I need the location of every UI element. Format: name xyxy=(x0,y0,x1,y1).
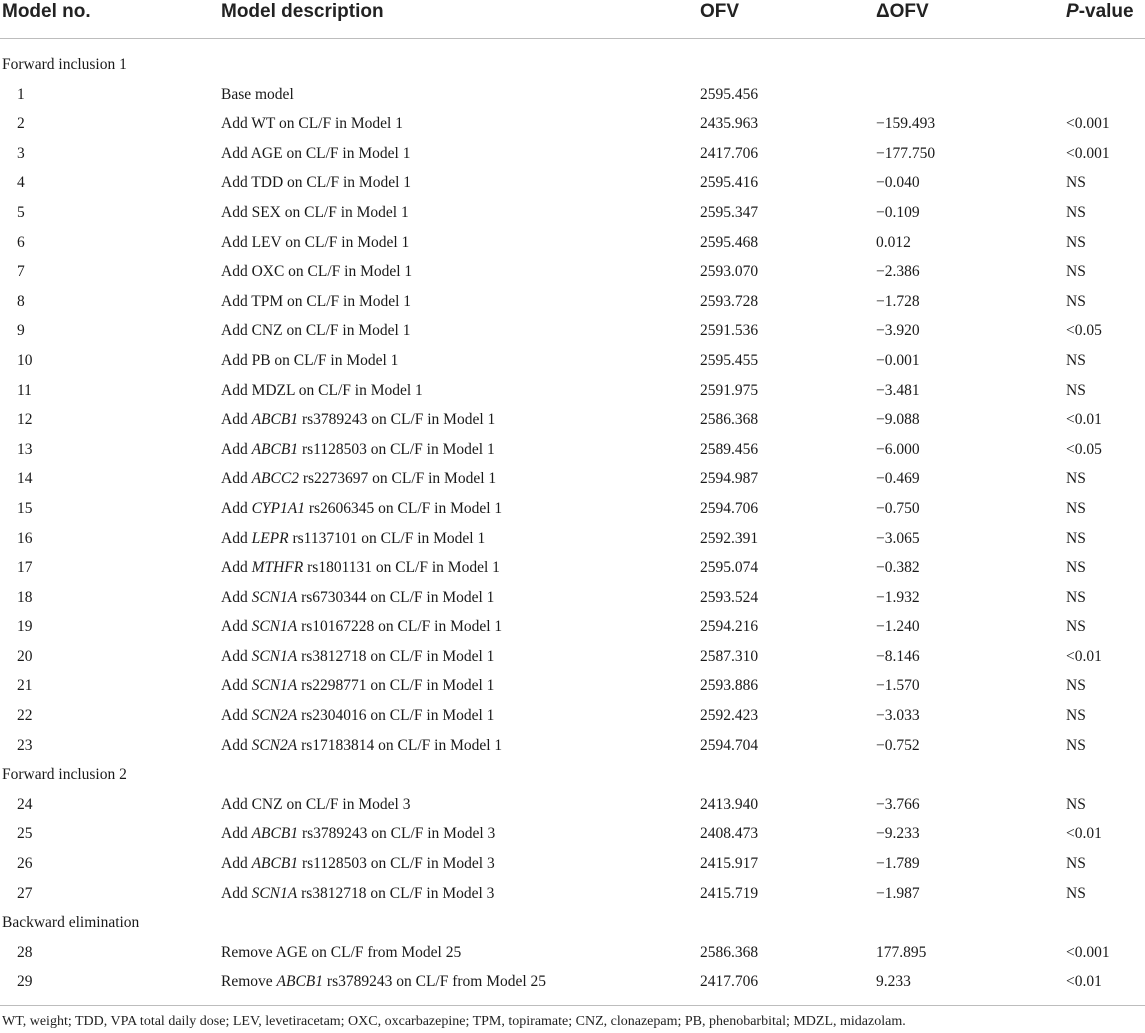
ofv-value: 2594.706 xyxy=(700,499,759,517)
p-value: NS xyxy=(1066,499,1086,517)
model-number: 21 xyxy=(17,677,33,695)
delta-ofv-value: −3.065 xyxy=(876,529,920,547)
table-row xyxy=(0,849,1145,879)
p-value: NS xyxy=(1066,618,1086,636)
delta-ofv-value: −8.146 xyxy=(876,647,920,665)
description-text: Add AGE on CL/F in Model 1 xyxy=(221,144,411,162)
model-description xyxy=(221,671,494,701)
table-row xyxy=(0,671,1145,701)
table-row xyxy=(0,731,1145,761)
gene-name: ABCB1 xyxy=(251,440,299,458)
model-description xyxy=(221,198,409,228)
model-number: 27 xyxy=(17,884,33,902)
model-description xyxy=(221,228,409,258)
model-description xyxy=(221,938,461,968)
delta-ofv-value: −0.001 xyxy=(876,351,920,369)
table-row xyxy=(0,612,1145,642)
ofv-value: 2417.706 xyxy=(700,144,759,162)
ofv-value: 2592.391 xyxy=(700,529,759,547)
description-text: Add CNZ on CL/F in Model 3 xyxy=(221,795,411,813)
ofv-value: 2595.416 xyxy=(700,174,759,192)
ofv-value: 2587.310 xyxy=(700,647,759,665)
ofv-value: 2594.987 xyxy=(700,470,759,488)
table-row xyxy=(0,139,1145,169)
gene-name: LEPR xyxy=(251,529,289,547)
ofv-value: 2415.719 xyxy=(700,884,759,902)
description-text: Add xyxy=(221,855,252,873)
description-text: Add xyxy=(221,677,252,695)
model-description xyxy=(221,790,410,820)
gene-name: CYP1A1 xyxy=(251,499,305,517)
delta-ofv-value: −3.766 xyxy=(876,795,920,813)
model-number: 1 xyxy=(17,85,25,103)
p-value: <0.05 xyxy=(1066,440,1102,458)
p-value: <0.01 xyxy=(1066,973,1102,991)
description-text-suffix: rs2273697 on CL/F in Model 1 xyxy=(298,470,497,488)
description-text: Add xyxy=(221,529,252,547)
ofv-value: 2589.456 xyxy=(700,440,759,458)
table-row xyxy=(0,287,1145,317)
description-text: Add SEX on CL/F in Model 1 xyxy=(221,203,409,221)
table-row xyxy=(0,228,1145,258)
section-heading: Forward inclusion 2 xyxy=(2,766,127,784)
gene-name: SCN1A xyxy=(251,588,298,606)
p-value: NS xyxy=(1066,174,1086,192)
ofv-value: 2593.886 xyxy=(700,677,759,695)
model-number: 6 xyxy=(17,233,25,251)
section-heading: Backward elimination xyxy=(2,914,140,932)
model-description xyxy=(221,80,294,110)
p-value: <0.001 xyxy=(1066,144,1110,162)
description-text: Add xyxy=(221,440,252,458)
p-value: NS xyxy=(1066,736,1086,754)
description-text-suffix: rs3789243 on CL/F in Model 1 xyxy=(298,411,496,429)
table-row xyxy=(0,553,1145,583)
model-description xyxy=(221,967,546,997)
model-number: 29 xyxy=(17,973,33,991)
delta-ofv-value: −1.789 xyxy=(876,855,920,873)
ofv-value: 2595.455 xyxy=(700,351,759,369)
delta-ofv-value: −6.000 xyxy=(876,440,920,458)
delta-ofv-value: −159.493 xyxy=(876,115,936,133)
description-text: Add LEV on CL/F in Model 1 xyxy=(221,233,410,251)
description-text-suffix: rs3812718 on CL/F in Model 3 xyxy=(297,884,495,902)
p-value-italic-label: P xyxy=(1066,1,1079,22)
description-text: Add xyxy=(221,825,252,843)
model-number: 13 xyxy=(17,440,33,458)
model-description xyxy=(221,701,494,731)
model-number: 26 xyxy=(17,855,33,873)
model-number: 12 xyxy=(17,411,33,429)
table-bottom-rule xyxy=(0,1005,1145,1006)
section-heading: Forward inclusion 1 xyxy=(2,56,127,73)
model-number: 22 xyxy=(17,707,33,725)
delta-ofv-value: −1.987 xyxy=(876,884,920,902)
model-description xyxy=(221,316,410,346)
description-text-suffix: rs3812718 on CL/F in Model 1 xyxy=(297,647,495,665)
model-description xyxy=(221,524,485,554)
delta-ofv-value: −3.481 xyxy=(876,381,920,399)
description-text: Add PB on CL/F in Model 1 xyxy=(221,351,399,369)
gene-name: SCN1A xyxy=(251,677,298,695)
table-row xyxy=(0,819,1145,849)
description-text: Remove AGE on CL/F from Model 25 xyxy=(221,943,462,961)
ofv-value: 2591.536 xyxy=(700,322,759,340)
description-text-suffix: rs17183814 on CL/F in Model 1 xyxy=(297,736,503,754)
delta-ofv-value: −0.109 xyxy=(876,203,920,221)
gene-name: SCN2A xyxy=(251,736,298,754)
gene-name: ABCB1 xyxy=(251,855,299,873)
table-row xyxy=(0,879,1145,909)
description-text-suffix: rs3789243 on CL/F in Model 3 xyxy=(298,825,496,843)
table-row xyxy=(0,790,1145,820)
p-value: <0.001 xyxy=(1066,943,1110,961)
model-description xyxy=(221,168,411,198)
section-heading-row xyxy=(0,50,1145,80)
model-description xyxy=(221,435,495,465)
description-text-suffix: rs2298771 on CL/F in Model 1 xyxy=(297,677,495,695)
description-text-suffix: rs2304016 on CL/F in Model 1 xyxy=(297,707,495,725)
description-text: Remove xyxy=(221,973,277,991)
ofv-value: 2594.704 xyxy=(700,736,759,754)
model-number: 8 xyxy=(17,292,25,310)
ofv-value: 2586.368 xyxy=(700,411,759,429)
delta-ofv-value: −9.233 xyxy=(876,825,920,843)
delta-ofv-value: −0.469 xyxy=(876,470,920,488)
table-row xyxy=(0,198,1145,228)
table-row xyxy=(0,405,1145,435)
model-number: 18 xyxy=(17,588,33,606)
model-number: 11 xyxy=(17,381,32,399)
p-value: NS xyxy=(1066,707,1086,725)
ofv-value: 2413.940 xyxy=(700,795,759,813)
model-number: 2 xyxy=(17,115,25,133)
table-row xyxy=(0,967,1145,997)
model-description xyxy=(221,376,423,406)
description-text: Add xyxy=(221,618,252,636)
ofv-value: 2595.074 xyxy=(700,559,759,577)
description-text: Add TDD on CL/F in Model 1 xyxy=(221,174,412,192)
p-value: <0.001 xyxy=(1066,115,1110,133)
column-header-ofv: OFV xyxy=(700,1,740,22)
table-row xyxy=(0,316,1145,346)
p-value: NS xyxy=(1066,529,1086,547)
model-description xyxy=(221,257,412,287)
model-description xyxy=(221,553,500,583)
model-number: 16 xyxy=(17,529,33,547)
p-value: NS xyxy=(1066,855,1086,873)
column-header-delta-ofv: ΔOFV xyxy=(876,1,929,22)
table-row xyxy=(0,376,1145,406)
description-text: Add WT on CL/F in Model 1 xyxy=(221,115,403,133)
description-text-suffix: rs2606345 on CL/F in Model 1 xyxy=(304,499,503,517)
ofv-value: 2593.070 xyxy=(700,263,759,281)
model-number: 24 xyxy=(17,795,33,813)
delta-ofv-value: −0.382 xyxy=(876,559,920,577)
description-text: Add xyxy=(221,647,252,665)
model-number: 20 xyxy=(17,647,33,665)
model-number: 25 xyxy=(17,825,33,843)
description-text: Add xyxy=(221,470,252,488)
description-text-suffix: rs3789243 on CL/F from Model 25 xyxy=(323,973,547,991)
p-value: <0.01 xyxy=(1066,411,1102,429)
description-text-suffix: rs1801131 on CL/F in Model 1 xyxy=(303,559,500,577)
model-number: 4 xyxy=(17,174,25,192)
column-header-model-no: Model no. xyxy=(2,1,91,22)
ofv-value: 2593.524 xyxy=(700,588,759,606)
table-row xyxy=(0,346,1145,376)
table-row xyxy=(0,80,1145,110)
model-number: 5 xyxy=(17,203,25,221)
delta-ofv-value: 177.895 xyxy=(876,943,927,961)
delta-ofv-value: 0.012 xyxy=(876,233,911,251)
ofv-value: 2415.917 xyxy=(700,855,759,873)
column-header-p-value xyxy=(1066,0,1134,24)
description-text: Add xyxy=(221,736,252,754)
model-number: 23 xyxy=(17,736,33,754)
description-text: Base model xyxy=(221,85,294,103)
p-value: NS xyxy=(1066,588,1086,606)
model-number: 14 xyxy=(17,470,33,488)
delta-ofv-value: −3.920 xyxy=(876,322,920,340)
model-description xyxy=(221,879,494,909)
gene-name: SCN1A xyxy=(251,618,298,636)
p-value: NS xyxy=(1066,884,1086,902)
description-text-suffix: rs10167228 on CL/F in Model 1 xyxy=(297,618,503,636)
ofv-value: 2595.456 xyxy=(700,85,759,103)
table-header xyxy=(0,0,1145,39)
gene-name: ABCC2 xyxy=(251,470,299,488)
delta-ofv-value: −177.750 xyxy=(876,144,936,162)
column-header-model-description: Model description xyxy=(221,1,384,22)
description-text: Add xyxy=(221,884,252,902)
ofv-value: 2435.963 xyxy=(700,115,759,133)
section-heading-row xyxy=(0,760,1145,790)
table-row xyxy=(0,168,1145,198)
gene-name: SCN2A xyxy=(251,707,298,725)
ofv-value: 2592.423 xyxy=(700,707,759,725)
table-body xyxy=(0,50,1145,997)
p-value-suffix-label: -value xyxy=(1078,1,1134,22)
gene-name: SCN1A xyxy=(251,884,298,902)
table-row xyxy=(0,435,1145,465)
model-number: 7 xyxy=(17,263,25,281)
description-text-suffix: rs1128503 on CL/F in Model 1 xyxy=(298,440,495,458)
delta-ofv-value: −0.750 xyxy=(876,499,920,517)
gene-name: ABCB1 xyxy=(251,825,299,843)
description-text: Add CNZ on CL/F in Model 1 xyxy=(221,322,411,340)
model-description xyxy=(221,346,398,376)
delta-ofv-value: −1.932 xyxy=(876,588,920,606)
description-text: Add xyxy=(221,559,252,577)
delta-ofv-value: −2.386 xyxy=(876,263,920,281)
description-text: Add MDZL on CL/F in Model 1 xyxy=(221,381,423,399)
model-description xyxy=(221,849,495,879)
model-description xyxy=(221,464,496,494)
p-value: <0.01 xyxy=(1066,825,1102,843)
ofv-value: 2408.473 xyxy=(700,825,759,843)
delta-ofv-value: −9.088 xyxy=(876,411,920,429)
model-number: 9 xyxy=(17,322,25,340)
p-value: NS xyxy=(1066,292,1086,310)
ofv-value: 2595.468 xyxy=(700,233,759,251)
model-description xyxy=(221,583,494,613)
table-row xyxy=(0,109,1145,139)
model-number: 10 xyxy=(17,351,33,369)
p-value: NS xyxy=(1066,381,1086,399)
table-row xyxy=(0,701,1145,731)
p-value: NS xyxy=(1066,559,1086,577)
p-value: NS xyxy=(1066,795,1086,813)
description-text: Add OXC on CL/F in Model 1 xyxy=(221,263,413,281)
description-text-suffix: rs1128503 on CL/F in Model 3 xyxy=(298,855,495,873)
table-row xyxy=(0,583,1145,613)
ofv-value: 2591.975 xyxy=(700,381,759,399)
ofv-value: 2586.368 xyxy=(700,943,759,961)
model-description xyxy=(221,612,502,642)
p-value: NS xyxy=(1066,263,1086,281)
description-text: Add TPM on CL/F in Model 1 xyxy=(221,292,412,310)
description-text: Add xyxy=(221,411,252,429)
table-row xyxy=(0,524,1145,554)
p-value: NS xyxy=(1066,677,1086,695)
model-number: 3 xyxy=(17,144,25,162)
ofv-value: 2595.347 xyxy=(700,203,759,221)
model-description xyxy=(221,642,494,672)
model-description xyxy=(221,819,495,849)
model-description xyxy=(221,287,411,317)
delta-ofv-value: −1.728 xyxy=(876,292,920,310)
description-text-suffix: rs1137101 on CL/F in Model 1 xyxy=(288,529,486,547)
model-number: 28 xyxy=(17,943,33,961)
ofv-value: 2593.728 xyxy=(700,292,759,310)
model-number: 19 xyxy=(17,618,33,636)
delta-ofv-value: 9.233 xyxy=(876,973,911,991)
table-row xyxy=(0,938,1145,968)
gene-name: ABCB1 xyxy=(276,973,324,991)
gene-name: MTHFR xyxy=(251,559,304,577)
p-value: <0.05 xyxy=(1066,322,1102,340)
description-text: Add xyxy=(221,707,252,725)
p-value: NS xyxy=(1066,470,1086,488)
p-value: NS xyxy=(1066,203,1086,221)
table-row xyxy=(0,494,1145,524)
section-heading-row xyxy=(0,908,1145,938)
p-value: NS xyxy=(1066,233,1086,251)
model-number: 15 xyxy=(17,499,33,517)
delta-ofv-value: −3.033 xyxy=(876,707,920,725)
table-footnote: WT, weight; TDD, VPA total daily dose; LEV, levetiracetam; OXC, oxcarbazepine; TPM, topiramate; CNZ, clonazepam; PB, phenobarbital; MDZL, midazolam. xyxy=(2,1014,906,1029)
p-value: NS xyxy=(1066,351,1086,369)
ofv-value: 2417.706 xyxy=(700,973,759,991)
delta-ofv-value: −1.570 xyxy=(876,677,920,695)
model-description xyxy=(221,494,502,524)
model-description xyxy=(221,109,403,139)
p-value: <0.01 xyxy=(1066,647,1102,665)
description-text: Add xyxy=(221,588,252,606)
ofv-value: 2594.216 xyxy=(700,618,759,636)
gene-name: SCN1A xyxy=(251,647,298,665)
model-description xyxy=(221,405,495,435)
description-text-suffix: rs6730344 on CL/F in Model 1 xyxy=(297,588,495,606)
model-description xyxy=(221,139,410,169)
table-row xyxy=(0,642,1145,672)
delta-ofv-value: −0.040 xyxy=(876,174,920,192)
table-row xyxy=(0,464,1145,494)
model-number: 17 xyxy=(17,559,33,577)
delta-ofv-value: −1.240 xyxy=(876,618,920,636)
model-description xyxy=(221,731,502,761)
table-row xyxy=(0,257,1145,287)
delta-ofv-value: −0.752 xyxy=(876,736,920,754)
description-text: Add xyxy=(221,499,252,517)
gene-name: ABCB1 xyxy=(251,411,299,429)
